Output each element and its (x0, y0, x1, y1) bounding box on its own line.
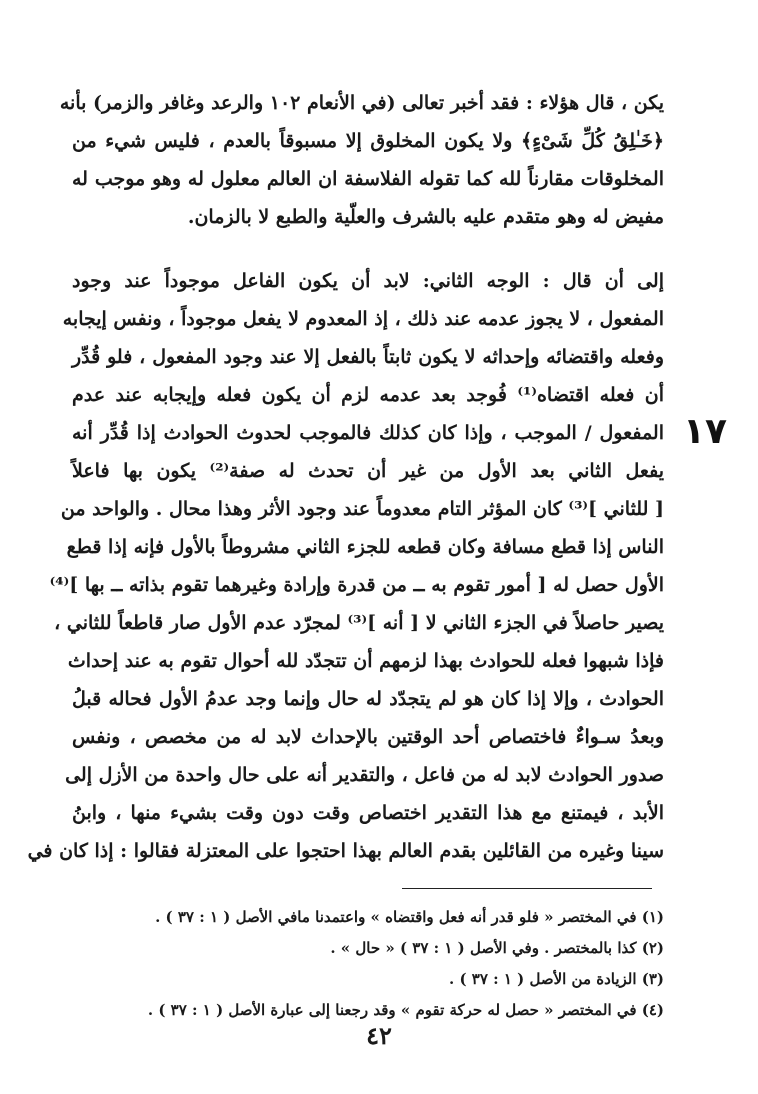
text-line: أن فعله اقتضاه⁽¹⁾ فُوجد بعد عدمه لزم أن يكون فعله وإيجابه عند عدم (72, 384, 664, 406)
text-line: ﴿خَـٰلِقُ كُلِّ شَىْءٍ﴾ ولا يكون المخلوق إلا مسبوقاً بالعدم ، فليس شيء من (72, 130, 664, 152)
text-line: وفعله واقتضائه وإحداثه لا يكون ثابتاً بالفعل إلا عند وجود المفعول ، فلو قُدِّر (72, 346, 664, 368)
text-line: إلى أن قال : الوجه الثاني: لابد أن يكون الفاعل موجوداً عند وجود (72, 270, 664, 292)
footnote: (٢) كذا بالمختصر . وفي الأصل ( ١ : ٣٧ ) « حال » . (330, 939, 664, 957)
text-line: المفعول / الموجب ، وإذا كان كذلك فالموجب لحدوث الحوادث إذا قُدِّر أنه (72, 422, 664, 444)
paragraph-opening (59, 84, 664, 236)
text-line: يفعل الثاني بعد الأول من غير أن تحدث له صفة⁽²⁾ يكون بها فاعلاً (72, 460, 664, 482)
text-line: المخلوقات مقارناً لله كما تقوله الفلاسفة ان العالم معلول له وهو موجب له (72, 168, 664, 190)
footnote: (١) في المختصر « فلو قدر أنه فعل واقتضاه » واعتمدنا مافي الأصل ( ١ : ٣٧ ) . (155, 908, 664, 926)
text-line: صدور الحوادث لابد له من فاعل ، والتقدير أنه على حال واحدة من الأزل إلى (65, 764, 664, 786)
text-line: سينا وغيره من القائلين بقدم العالم بهذا احتجوا على المعتزلة فقالوا : إذا كان في (27, 840, 664, 862)
footnote: (٤) في المختصر « حصل له حركة تقوم » وقد رجعنا إلى عبارة الأصل ( ١ : ٣٧ ) . (147, 1001, 664, 1019)
text-line: المفعول ، لا يجوز عدمه عند ذلك ، إذ المعدوم لا يفعل موجوداً ، ونفس إيجابه (62, 308, 664, 330)
margin-page-marker: ١٧ (683, 411, 727, 452)
page-number: ٤٢ (366, 1021, 392, 1050)
text-line: فإذا شبهوا فعله للحوادث بهذا لزمهم أن تتجدّد لله أحوال تقوم به عند إحداث (67, 650, 664, 672)
text-line: مفيض له وهو متقدم عليه بالشرف والعلّية والطبع لا بالزمان. (187, 206, 664, 228)
text-line: [ للثاني ]⁽³⁾ كان المؤثر التام معدوماً عند وجود الأثر وهذا محال . والواحد من (60, 498, 664, 520)
footnote: (٣) الزيادة من الأصل ( ١ : ٣٧ ) . (449, 970, 664, 988)
text-line: الأول حصل له [ أمور تقوم به ــ من قدرة وإرادة وغيرهما تقوم بذاته ــ بها ]⁽⁴⁾ (49, 574, 664, 596)
text-line: الأبد ، فيمتنع مع هذا التقدير اختصاص وقت دون وقت بشيء منها ، وابنُ (72, 802, 664, 824)
footnote-separator (402, 888, 652, 889)
text-line: الحوادث ، وإلا إذا كان هو لم يتجدّد له حال وإنما وجد عدمُ الأول فحاله قبلُ (72, 688, 664, 710)
text-line: يكن ، قال هؤلاء : فقد أخبر تعالى (في الأنعام ١٠٢ والرعد وغافر والزمر) بأنه (59, 92, 664, 114)
text-line: يصير حاصلاً في الجزء الثاني لا [ أنه ]⁽³⁾ لمجرّد عدم الأول صار قاطعاً للثاني ، (54, 612, 664, 634)
paragraph-second-aspect (27, 262, 664, 870)
text-line: الناس إذا قطع مسافة وكان قطعه للجزء الثاني مشروطاً بالأول فإنه إذا قطع (66, 536, 664, 558)
text-line: وبعدُ سـواءٌ فاختصاص أحد الوقتين بالإحداث لابد له من مخصص ، ونفس (72, 726, 664, 748)
footnotes (72, 902, 664, 1026)
